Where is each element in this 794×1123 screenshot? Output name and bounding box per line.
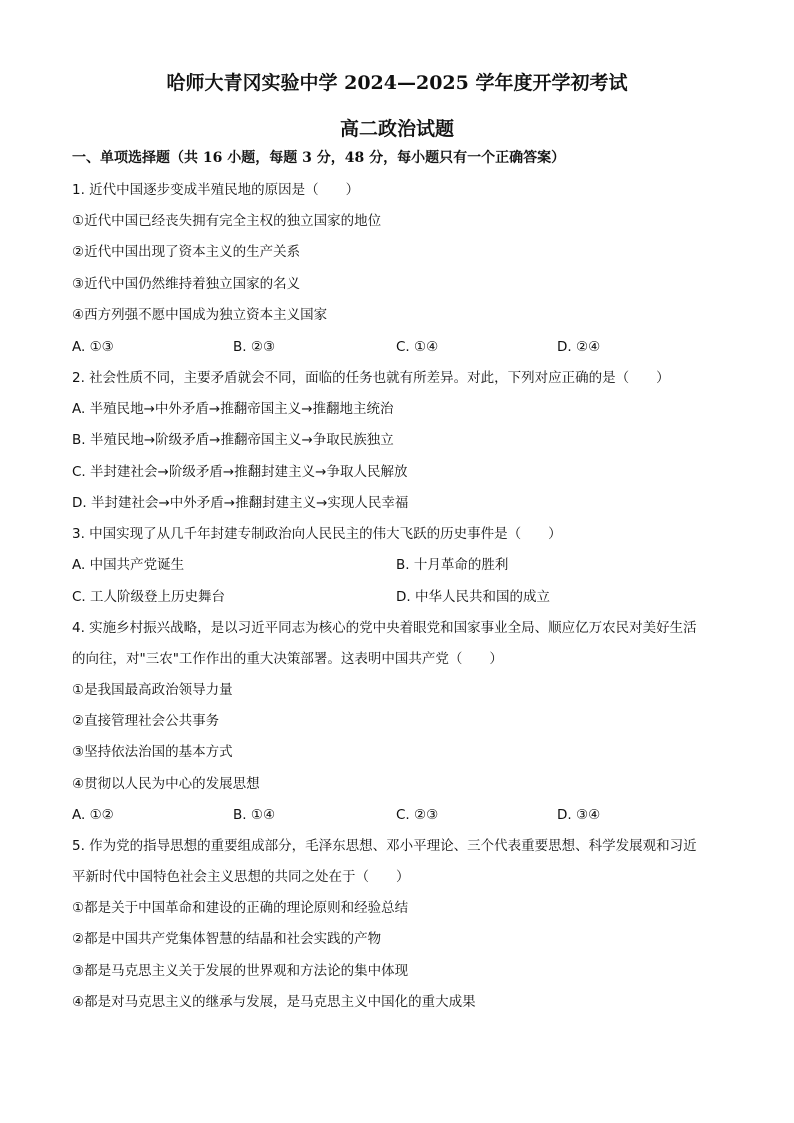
question-3-stem: 3. 中国实现了从几千年封建专制政治向人民民主的伟大飞跃的历史事件是（ ） xyxy=(72,526,562,542)
question-4-stem-line-1: 4. 实施乡村振兴战略，是以习近平同志为核心的党中央着眼党和国家事业全局、顺应亿万农民对美好生活 xyxy=(72,620,697,636)
question-4-item-2: ②直接管理社会公共事务 xyxy=(72,713,220,729)
question-1-item-1: ①近代中国已经丧失拥有完全主权的独立国家的地位 xyxy=(72,213,382,229)
question-5-stem-line-2: 平新时代中国特色社会主义思想的共同之处在于（ ） xyxy=(72,869,410,885)
question-4-item-1: ①是我国最高政治领导力量 xyxy=(72,682,233,698)
question-4-item-4: ④贯彻以人民为中心的发展思想 xyxy=(72,776,260,792)
question-1-option-c: C. ①④ xyxy=(396,339,439,355)
question-2-option-a: A. 半殖民地→中外矛盾→推翻帝国主义→推翻地主统治 xyxy=(72,401,394,417)
exam-title: 哈师大青冈实验中学 2024—2025 学年度开学初考试 xyxy=(166,72,628,94)
question-2-stem: 2. 社会性质不同，主要矛盾就会不同，面临的任务也就有所差异。对此，下列对应正确的是（ ） xyxy=(72,370,670,386)
question-4-option-a: A. ①② xyxy=(72,807,114,823)
question-5-item-4: ④都是对马克思主义的继承与发展，是马克思主义中国化的重大成果 xyxy=(72,994,476,1010)
section-heading: 一、单项选择题（共 16 小题，每题 3 分，48 分，每小题只有一个正确答案） xyxy=(72,150,566,166)
question-1-option-a: A. ①③ xyxy=(72,339,114,355)
question-4-item-3: ③坚持依法治国的基本方式 xyxy=(72,744,233,760)
question-4-option-d: D. ③④ xyxy=(557,807,601,823)
question-5-item-2: ②都是中国共产党集体智慧的结晶和社会实践的产物 xyxy=(72,931,382,947)
question-1-option-d: D. ②④ xyxy=(557,339,601,355)
question-4-stem-line-2: 的向往，对"三农"工作作出的重大决策部署。这表明中国共产党（ ） xyxy=(72,651,503,667)
question-1-item-4: ④西方列强不愿中国成为独立资本主义国家 xyxy=(72,307,328,323)
question-2-option-b: B. 半殖民地→阶级矛盾→推翻帝国主义→争取民族独立 xyxy=(72,432,394,448)
question-4-option-c: C. ②③ xyxy=(396,807,439,823)
question-1-item-2: ②近代中国出现了资本主义的生产关系 xyxy=(72,244,301,260)
question-1-stem: 1. 近代中国逐步变成半殖民地的原因是（ ） xyxy=(72,182,360,198)
question-2-option-d: D. 半封建社会→中外矛盾→推翻封建主义→实现人民幸福 xyxy=(72,495,409,511)
question-4-option-b: B. ①④ xyxy=(233,807,276,823)
question-1-option-b: B. ②③ xyxy=(233,339,276,355)
exam-subtitle: 高二政治试题 xyxy=(339,118,454,140)
question-5-item-1: ①都是关于中国革命和建设的正确的理论原则和经验总结 xyxy=(72,900,409,916)
question-5-item-3: ③都是马克思主义关于发展的世界观和方法论的集中体现 xyxy=(72,963,409,979)
question-3-option-d: D. 中华人民共和国的成立 xyxy=(396,589,550,605)
question-2-option-c: C. 半封建社会→阶级矛盾→推翻封建主义→争取人民解放 xyxy=(72,464,408,480)
question-3-option-b: B. 十月革命的胜利 xyxy=(396,557,509,573)
question-3-option-c: C. 工人阶级登上历史舞台 xyxy=(72,589,226,605)
question-3-option-a: A. 中国共产党诞生 xyxy=(72,557,185,573)
question-5-stem-line-1: 5. 作为党的指导思想的重要组成部分，毛泽东思想、邓小平理论、三个代表重要思想、科学发展观和习近 xyxy=(72,838,697,854)
question-1-item-3: ③近代中国仍然维持着独立国家的名义 xyxy=(72,276,301,292)
